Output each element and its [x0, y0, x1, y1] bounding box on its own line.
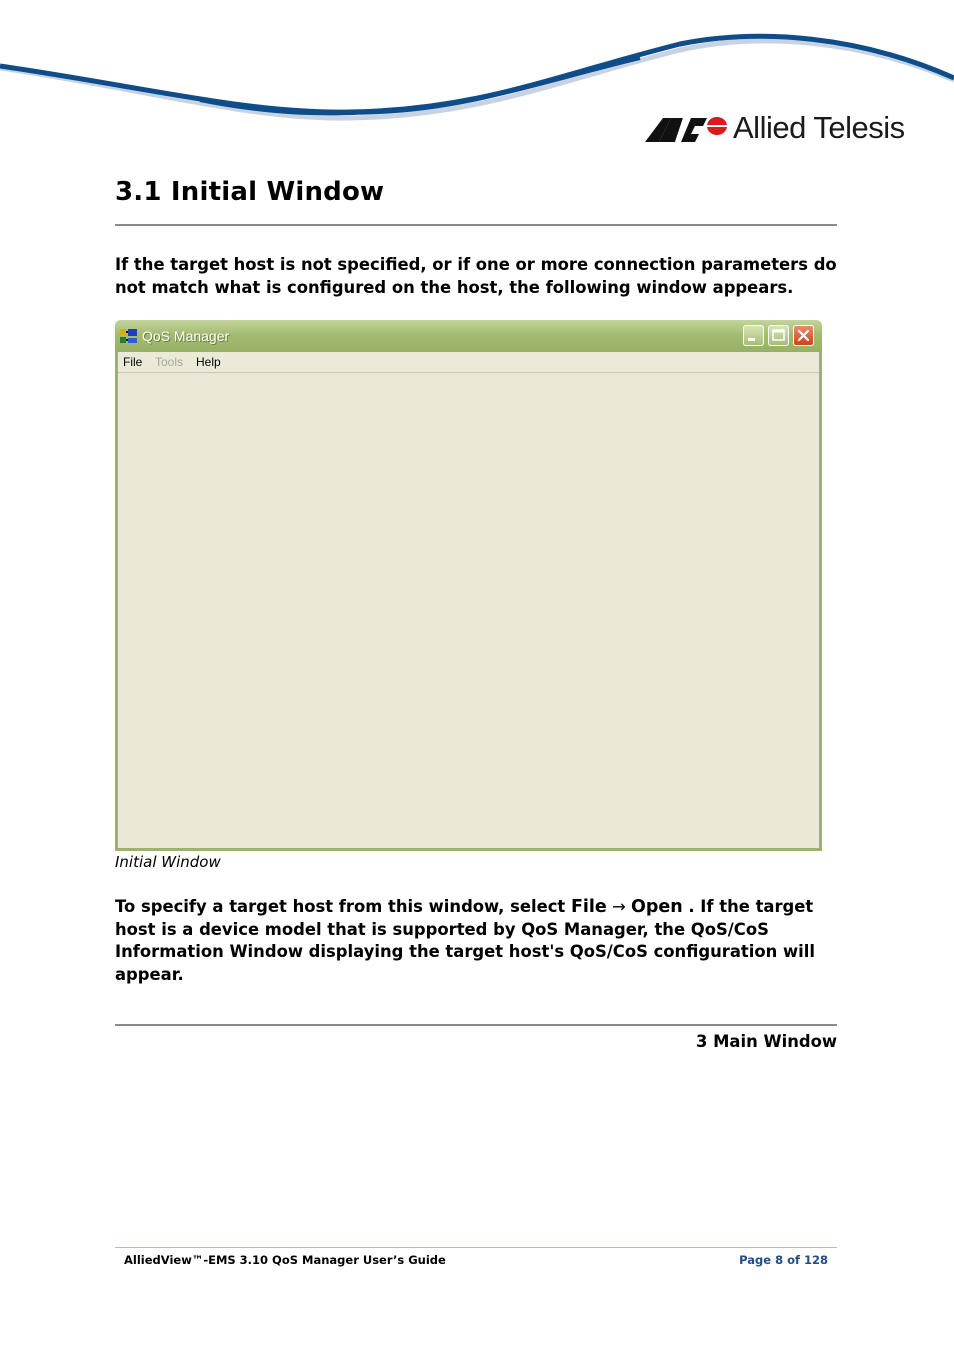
minimize-icon — [744, 326, 763, 345]
menu-file[interactable]: File — [123, 355, 143, 369]
window-title: QoS Manager — [142, 328, 230, 344]
logo-wordmark: Allied Telesis — [733, 110, 905, 145]
window-titlebar[interactable] — [115, 320, 822, 352]
footer-guide-title: AlliedView™-EMS 3.10 QoS Manager User’s Guide — [124, 1253, 446, 1267]
close-button[interactable] — [793, 325, 814, 346]
figure-caption — [115, 850, 221, 875]
instruction-open: Open — [630, 897, 683, 917]
figure-caption-text: Initial Window — [115, 853, 221, 871]
instruction-arrow: → — [606, 897, 631, 916]
menu-bar — [118, 352, 819, 373]
menu-tools[interactable]: Tools — [155, 355, 184, 369]
chapter-divider — [115, 1024, 837, 1026]
intro-paragraph: If the target host is not specified, or if one or more connection parameters do not match what is configured on the host, the following window appears. — [115, 255, 837, 297]
close-icon — [794, 326, 813, 345]
instruction-paragraph — [115, 896, 837, 986]
instruction-text-2: . If the target host is a device model that is supported by QoS Manager, the QoS/CoS Information Window displaying the target host's QoS/CoS configuration will appear. — [115, 897, 816, 984]
allied-telesis-logo — [645, 108, 905, 148]
maximize-icon — [769, 326, 788, 345]
maximize-button[interactable] — [768, 325, 789, 346]
section-title: 3.1 Initial Window — [115, 177, 385, 207]
minimize-button[interactable] — [743, 325, 764, 346]
qos-manager-window — [115, 320, 822, 851]
footer-page-number: Page 8 of 128 — [739, 1253, 828, 1267]
instruction-text-1: To specify a target host from this window, select — [115, 897, 571, 916]
footer-divider — [115, 1247, 837, 1248]
title-divider — [115, 224, 837, 226]
window-client-area — [118, 373, 819, 848]
allied-telesis-logo-mark-icon — [645, 114, 729, 142]
menu-help[interactable]: Help — [196, 355, 221, 369]
chapter-label: 3 Main Window — [696, 1032, 837, 1051]
instruction-file: File — [570, 897, 607, 917]
qos-manager-app-icon — [120, 327, 138, 345]
